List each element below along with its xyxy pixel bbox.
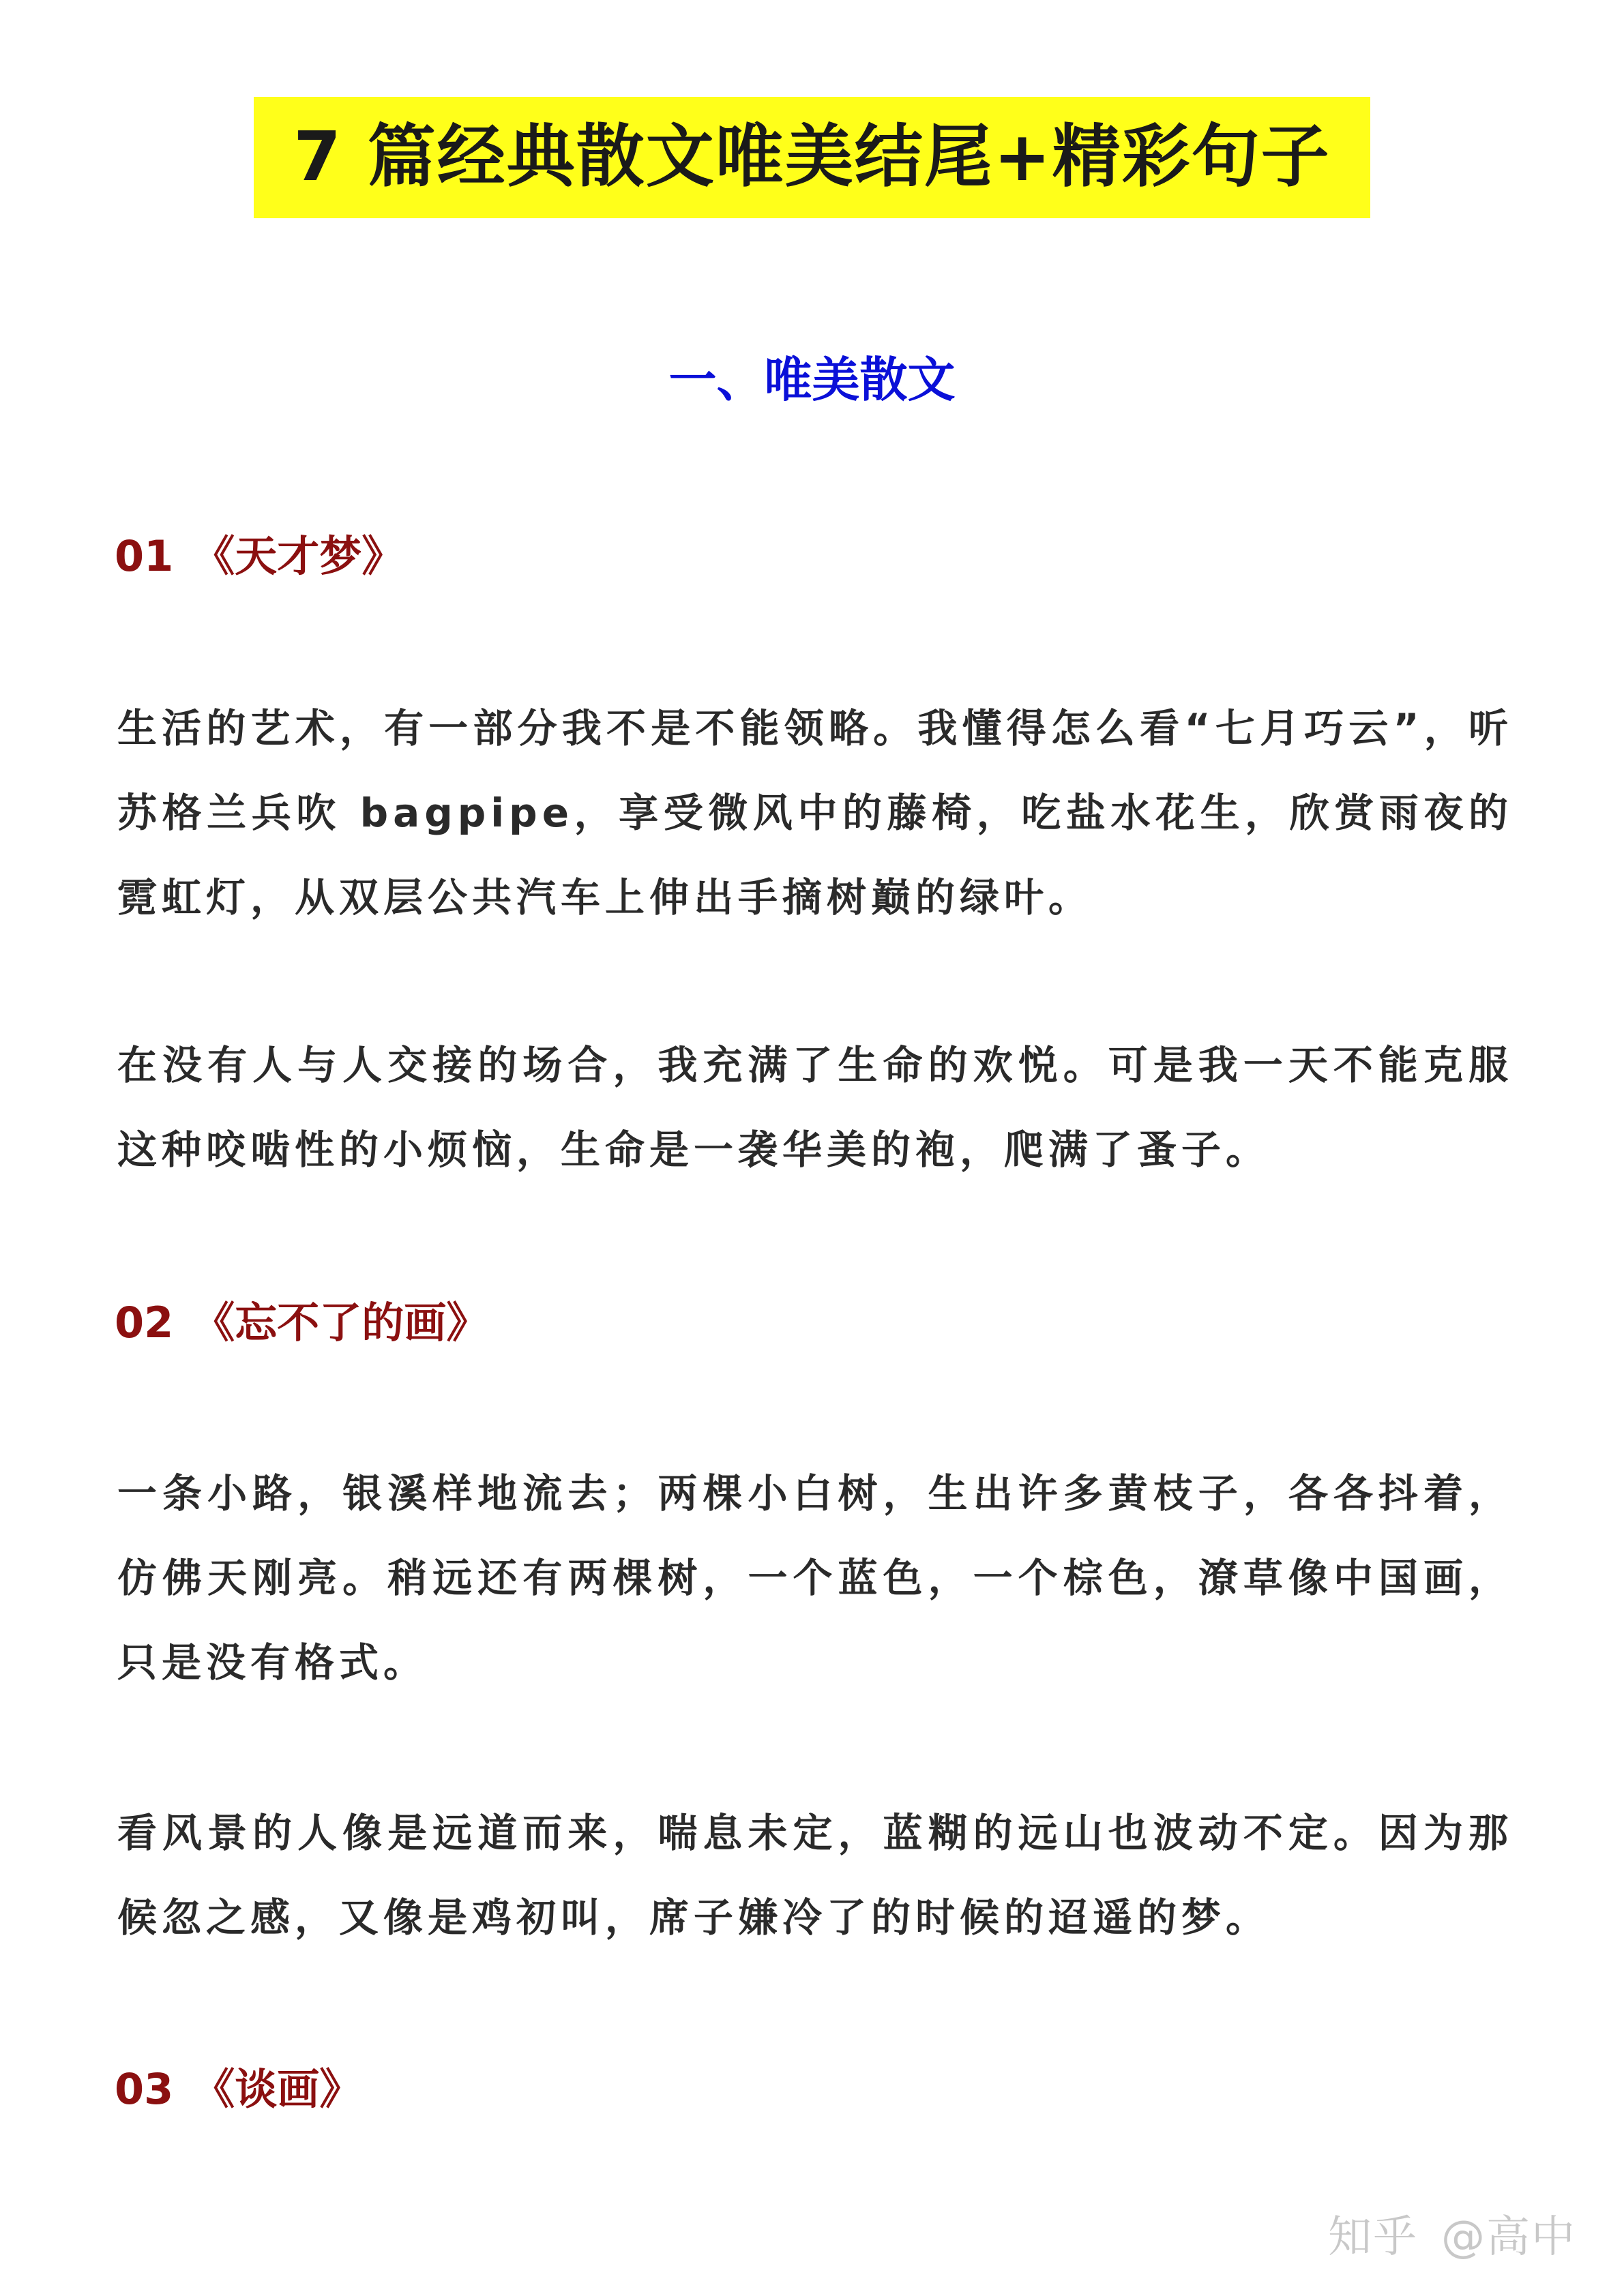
essay-02-paragraph-1: 一条小路，银溪样地流去；两棵小白树，生出许多黄枝子，各各抖着，仿佛天刚亮。稍远还有两棵树，一个蓝色，一个棕色，潦草像中国画，只是没有格式。 <box>117 1470 1513 1686</box>
essay-01-paragraph-1: 生活的艺术，有一部分我不是不能领略。我懂得怎么看“七月巧云”，听苏格兰兵吹 bagpipe，享受微风中的藤椅，吃盐水花生，欣赏雨夜的霓虹灯，从双层公共汽车上伸出手摘树巅的绿叶。 <box>117 705 1513 921</box>
zhihu-watermark <box>1328 2207 1576 2268</box>
watermark-brand: 知乎 <box>1328 2212 1418 2263</box>
essay-number: 03 <box>115 2064 174 2114</box>
essay-name: 《天才梦》 <box>192 531 404 581</box>
watermark-handle: @高中 <box>1441 2212 1576 2263</box>
essay-name: 《忘不了的画》 <box>192 1298 489 1347</box>
section-heading: 一、唯美散文 <box>668 352 956 408</box>
essay-number: 02 <box>115 1298 174 1347</box>
title-banner <box>0 97 1624 218</box>
essay-title-03 <box>115 2062 361 2117</box>
essay-01-paragraph-2: 在没有人与人交接的场合，我充满了生命的欢悦。可是我一天不能克服这种咬啮性的小烦恼，生命是一袭华美的袍，爬满了蚤子。 <box>117 1042 1513 1173</box>
essay-title-01 <box>115 529 404 584</box>
essay-number: 01 <box>115 531 174 581</box>
essay-name: 《谈画》 <box>192 2064 362 2114</box>
page-title: 7 篇经典散文唯美结尾+精彩句子 <box>254 97 1370 218</box>
essay-title-02 <box>115 1296 488 1350</box>
essay-02-paragraph-2: 看风景的人像是远道而来，喘息未定，蓝糊的远山也波动不定。因为那候忽之感，又像是鸡初叫，席子嫌冷了的时候的迢遥的梦。 <box>117 1810 1513 1941</box>
